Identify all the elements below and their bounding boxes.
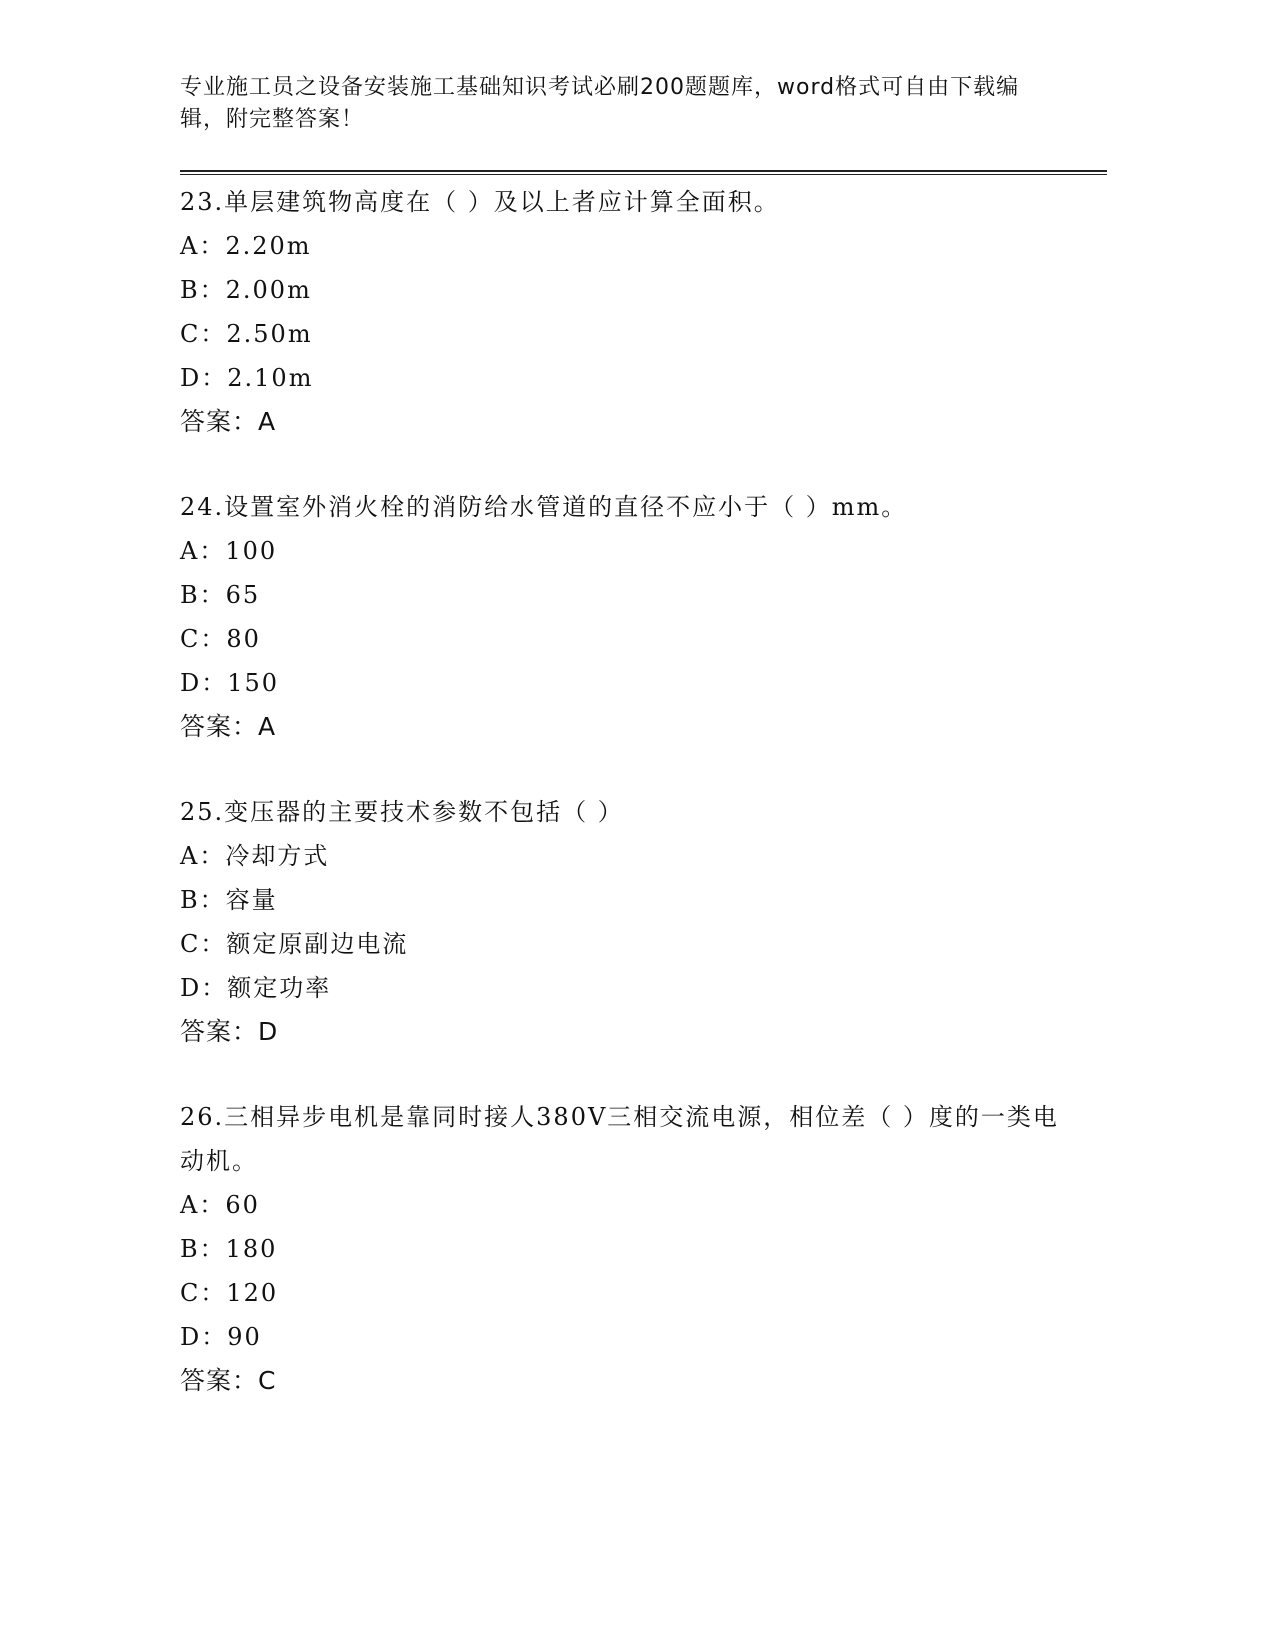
option-key: C： bbox=[180, 320, 227, 348]
option-a bbox=[180, 1183, 1060, 1227]
header-title: 专业施工员之设备安装施工基础知识考试必刷200题题库，word格式可自由下载编辑，附完整答案！ bbox=[180, 75, 1020, 132]
option-d bbox=[180, 966, 1060, 1010]
option-key: B： bbox=[180, 1235, 226, 1263]
option-text: 额定功率 bbox=[227, 974, 332, 1002]
question-23 bbox=[180, 180, 1060, 444]
option-key: A： bbox=[180, 537, 226, 565]
option-c bbox=[180, 617, 1060, 661]
question-25 bbox=[180, 790, 1060, 1054]
answer-line: 答案：A bbox=[180, 407, 277, 436]
option-b bbox=[180, 1227, 1060, 1271]
option-text: 80 bbox=[226, 625, 261, 653]
option-d bbox=[180, 1315, 1060, 1359]
option-d bbox=[180, 661, 1060, 705]
option-text: 65 bbox=[225, 581, 261, 609]
option-key: D： bbox=[180, 669, 228, 697]
option-text: 2.10m bbox=[227, 364, 314, 392]
option-text: 额定原副边电流 bbox=[226, 930, 409, 958]
option-key: C： bbox=[180, 930, 227, 958]
option-key: B： bbox=[180, 886, 226, 914]
option-key: B： bbox=[180, 581, 226, 609]
option-c bbox=[180, 922, 1060, 966]
option-a bbox=[180, 529, 1060, 573]
option-key: A： bbox=[180, 1191, 226, 1219]
option-c bbox=[180, 312, 1060, 356]
option-key: C： bbox=[180, 1279, 227, 1307]
option-key: D： bbox=[180, 1323, 228, 1351]
option-key: A： bbox=[180, 842, 226, 870]
option-key: C： bbox=[180, 625, 227, 653]
option-d bbox=[180, 356, 1060, 400]
question-24 bbox=[180, 485, 1060, 749]
option-key: D： bbox=[180, 974, 228, 1002]
option-c bbox=[180, 1271, 1060, 1315]
option-text: 120 bbox=[226, 1279, 279, 1307]
option-key: A： bbox=[180, 232, 226, 260]
option-key: D： bbox=[180, 364, 228, 392]
option-a bbox=[180, 834, 1060, 878]
option-text: 150 bbox=[227, 669, 280, 697]
option-b bbox=[180, 878, 1060, 922]
option-text: 2.20m bbox=[225, 232, 312, 260]
question-stem: 23.单层建筑物高度在（ ）及以上者应计算全面积。 bbox=[180, 188, 780, 216]
option-a bbox=[180, 224, 1060, 268]
question-stem: 26.三相异步电机是靠同时接人380V三相交流电源，相位差（ ）度的一类电动机。 bbox=[180, 1103, 1059, 1175]
answer-line: 答案：D bbox=[180, 1017, 279, 1046]
option-text: 180 bbox=[225, 1235, 278, 1263]
option-text: 100 bbox=[225, 537, 278, 565]
option-b bbox=[180, 268, 1060, 312]
header-divider bbox=[180, 170, 1107, 175]
question-stem: 24.设置室外消火栓的消防给水管道的直径不应小于（ ）mm。 bbox=[180, 493, 908, 521]
question-26 bbox=[180, 1095, 1060, 1403]
answer-line: 答案：C bbox=[180, 1366, 277, 1395]
option-text: 冷却方式 bbox=[225, 842, 330, 870]
option-text: 2.00m bbox=[225, 276, 312, 304]
option-text: 2.50m bbox=[226, 320, 313, 348]
question-stem: 25.变压器的主要技术参数不包括（ ） bbox=[180, 798, 624, 826]
document-header bbox=[180, 72, 1060, 136]
option-text: 60 bbox=[225, 1191, 260, 1219]
answer-line: 答案：A bbox=[180, 712, 277, 741]
option-text: 容量 bbox=[225, 886, 278, 914]
option-key: B： bbox=[180, 276, 226, 304]
option-b bbox=[180, 573, 1060, 617]
option-text: 90 bbox=[227, 1323, 262, 1351]
